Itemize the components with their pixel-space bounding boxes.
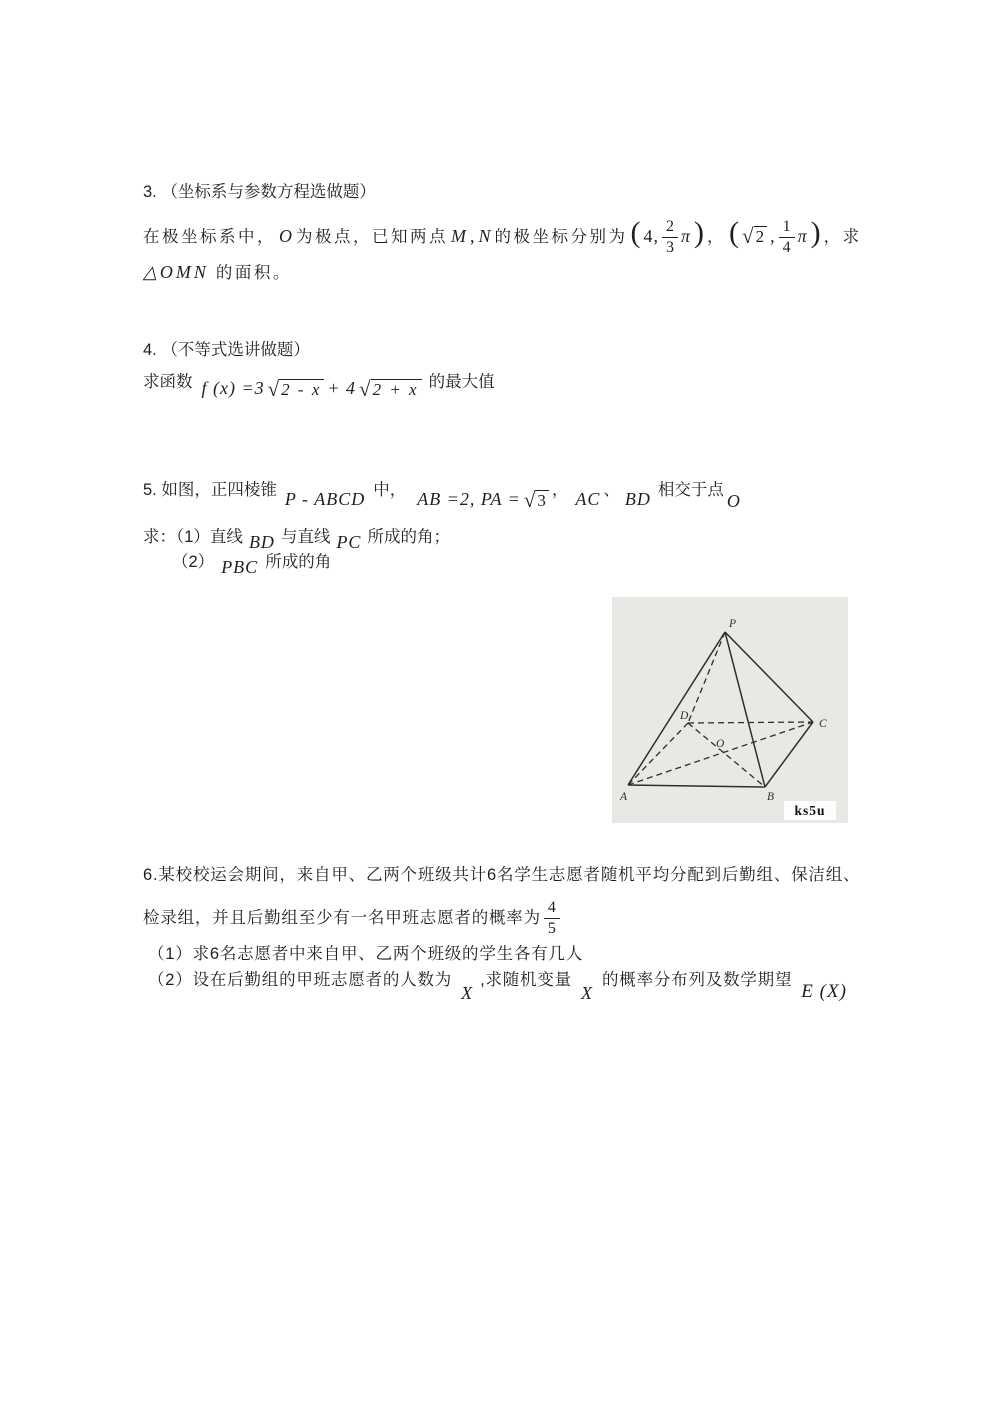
fraction-denominator: 4 bbox=[779, 237, 795, 258]
coord-comma: , bbox=[770, 226, 776, 247]
q3-heading-line bbox=[143, 182, 376, 203]
q6-sub2-text-3: 的概率分布列及数学期望 bbox=[601, 971, 793, 989]
pyramid-figure bbox=[612, 597, 848, 823]
math-PBC: PBC bbox=[221, 557, 259, 577]
math-comma: , bbox=[470, 226, 476, 247]
fraction-two-thirds bbox=[662, 217, 678, 258]
q5-body-line2 bbox=[143, 527, 450, 552]
sqrt-2-minus-x bbox=[268, 379, 325, 400]
q3-text-5: ，求 bbox=[823, 227, 862, 246]
q4-body-line bbox=[143, 370, 495, 401]
paren-close-2: ) bbox=[810, 216, 821, 249]
watermark-text: ks5u bbox=[794, 802, 826, 818]
vertex-label-A: A bbox=[620, 791, 628, 803]
fraction-numerator: 1 bbox=[782, 217, 791, 235]
q5-text-3: ， bbox=[551, 481, 569, 499]
math-triangle-OMN: △OMN bbox=[143, 262, 209, 282]
radicand: 2 - x bbox=[279, 379, 324, 400]
fraction-four-fifths bbox=[544, 898, 560, 939]
radicand: 2 + x bbox=[371, 379, 422, 400]
math-AB-PA: AB =2, PA = bbox=[417, 489, 521, 509]
q5-text-2: 中， bbox=[373, 481, 407, 499]
q5-body-line1 bbox=[143, 478, 741, 512]
fraction-numerator: 2 bbox=[666, 217, 675, 235]
sqrt-3 bbox=[524, 490, 549, 511]
vertex-label-D: D bbox=[680, 710, 689, 722]
q4-formula-mid: + 4 bbox=[327, 378, 357, 398]
q6-body-line2 bbox=[143, 893, 560, 943]
q4-formula-left: f (x) =3 bbox=[201, 378, 265, 398]
math-PC: PC bbox=[336, 532, 362, 552]
math-P-ABCD: P - ABCD bbox=[284, 489, 366, 509]
pyramid-solid-edges bbox=[628, 632, 813, 787]
q6-body-line1 bbox=[143, 865, 860, 886]
q3-text-4: ， bbox=[707, 227, 727, 246]
paren-open-1: ( bbox=[630, 216, 641, 249]
radical-sign: √ bbox=[742, 224, 754, 249]
radicand: 3 bbox=[535, 490, 549, 511]
pyramid-dashed-edges bbox=[628, 632, 813, 787]
q5-text-1: 5. 如图，正四棱锥 bbox=[143, 481, 277, 499]
polar-coord-1-radius: 4, bbox=[643, 226, 660, 247]
math-AC: AC bbox=[575, 489, 601, 509]
math-symbol-M: M bbox=[451, 226, 467, 247]
q3-text-2: 为极点，已知两点 bbox=[296, 227, 448, 246]
radical-sign: √ bbox=[359, 377, 371, 401]
q3-body-line2 bbox=[143, 263, 292, 284]
q3-text-1: 在极坐标系中， bbox=[143, 227, 276, 246]
q5-body-line3 bbox=[172, 552, 332, 577]
pyramid-svg bbox=[612, 597, 848, 823]
q4-heading: 4. （不等式选讲做题） bbox=[143, 341, 310, 359]
q5-sub1-text-1: 求：（1）直线 bbox=[143, 528, 243, 546]
math-symbol-O: O bbox=[726, 491, 741, 511]
q5-text-5: 相交于点 bbox=[657, 481, 724, 499]
math-BD: BD bbox=[624, 489, 651, 509]
vertex-label-P: P bbox=[729, 618, 737, 630]
q4-heading-line bbox=[143, 340, 310, 361]
watermark-box bbox=[784, 801, 836, 820]
vertex-label-B: B bbox=[767, 791, 775, 803]
q6-sub1-text: （1）求6名志愿者中来自甲、乙两个班级的学生各有几人 bbox=[148, 945, 584, 963]
sqrt-2-plus-x bbox=[359, 379, 422, 400]
vertex-label-C: C bbox=[819, 718, 827, 730]
q3-heading: 3. （坐标系与参数方程选做题） bbox=[143, 183, 376, 201]
radicand: 2 bbox=[754, 226, 768, 247]
q3-body-line1 bbox=[143, 208, 862, 266]
math-symbol-X-2: X bbox=[580, 983, 593, 1003]
q6-text-1: 6.某校校运会期间，来自甲、乙两个班级共计6名学生志愿者随机平均分配到后勤组、保洁组、 bbox=[143, 866, 861, 884]
q6-sub2-line bbox=[148, 970, 847, 1003]
math-symbol-O: O bbox=[279, 226, 293, 247]
paren-open-2: ( bbox=[729, 216, 740, 249]
fraction-numerator: 4 bbox=[547, 898, 556, 916]
paren-close-1: ) bbox=[694, 216, 705, 249]
q3-text-3: 的极坐标分别为 bbox=[494, 227, 628, 246]
math-symbol-pi-2: π bbox=[797, 226, 808, 247]
q5-sub1-text-3: 所成的角； bbox=[367, 528, 450, 546]
radical-sign: √ bbox=[267, 377, 280, 401]
q6-sub1-line bbox=[148, 944, 583, 965]
q6-sub2-text-2: ,求随机变量 bbox=[480, 971, 572, 989]
fraction-denominator: 3 bbox=[662, 237, 678, 258]
math-expectation-EX: E (X) bbox=[801, 981, 847, 1002]
fraction-one-fourth bbox=[779, 217, 795, 258]
fraction-denominator: 5 bbox=[544, 918, 560, 939]
math-symbol-pi-1: π bbox=[681, 226, 692, 247]
q6-sub2-text-1: （2）设在后勤组的甲班志愿者的人数为 bbox=[148, 971, 453, 989]
q3-text-6: 的面积。 bbox=[215, 264, 292, 282]
radical-sign: √ bbox=[523, 488, 536, 512]
math-BD: BD bbox=[248, 532, 275, 552]
q5-text-4: 、 bbox=[603, 481, 620, 499]
q5-sub2-text-1: （2） bbox=[172, 553, 215, 571]
math-symbol-N: N bbox=[478, 226, 492, 247]
sqrt-2 bbox=[742, 226, 767, 247]
q5-sub1-text-2: 与直线 bbox=[280, 528, 331, 546]
q6-text-2: 检录组，并且后勤组至少有一名甲班志愿者的概率为 bbox=[143, 908, 541, 927]
q5-sub2-text-2: 所成的角 bbox=[265, 553, 332, 571]
q4-text-2: 的最大值 bbox=[428, 373, 495, 391]
math-symbol-X-1: X bbox=[461, 983, 474, 1003]
vertex-label-O: O bbox=[716, 738, 725, 750]
q4-text-1: 求函数 bbox=[143, 373, 193, 391]
